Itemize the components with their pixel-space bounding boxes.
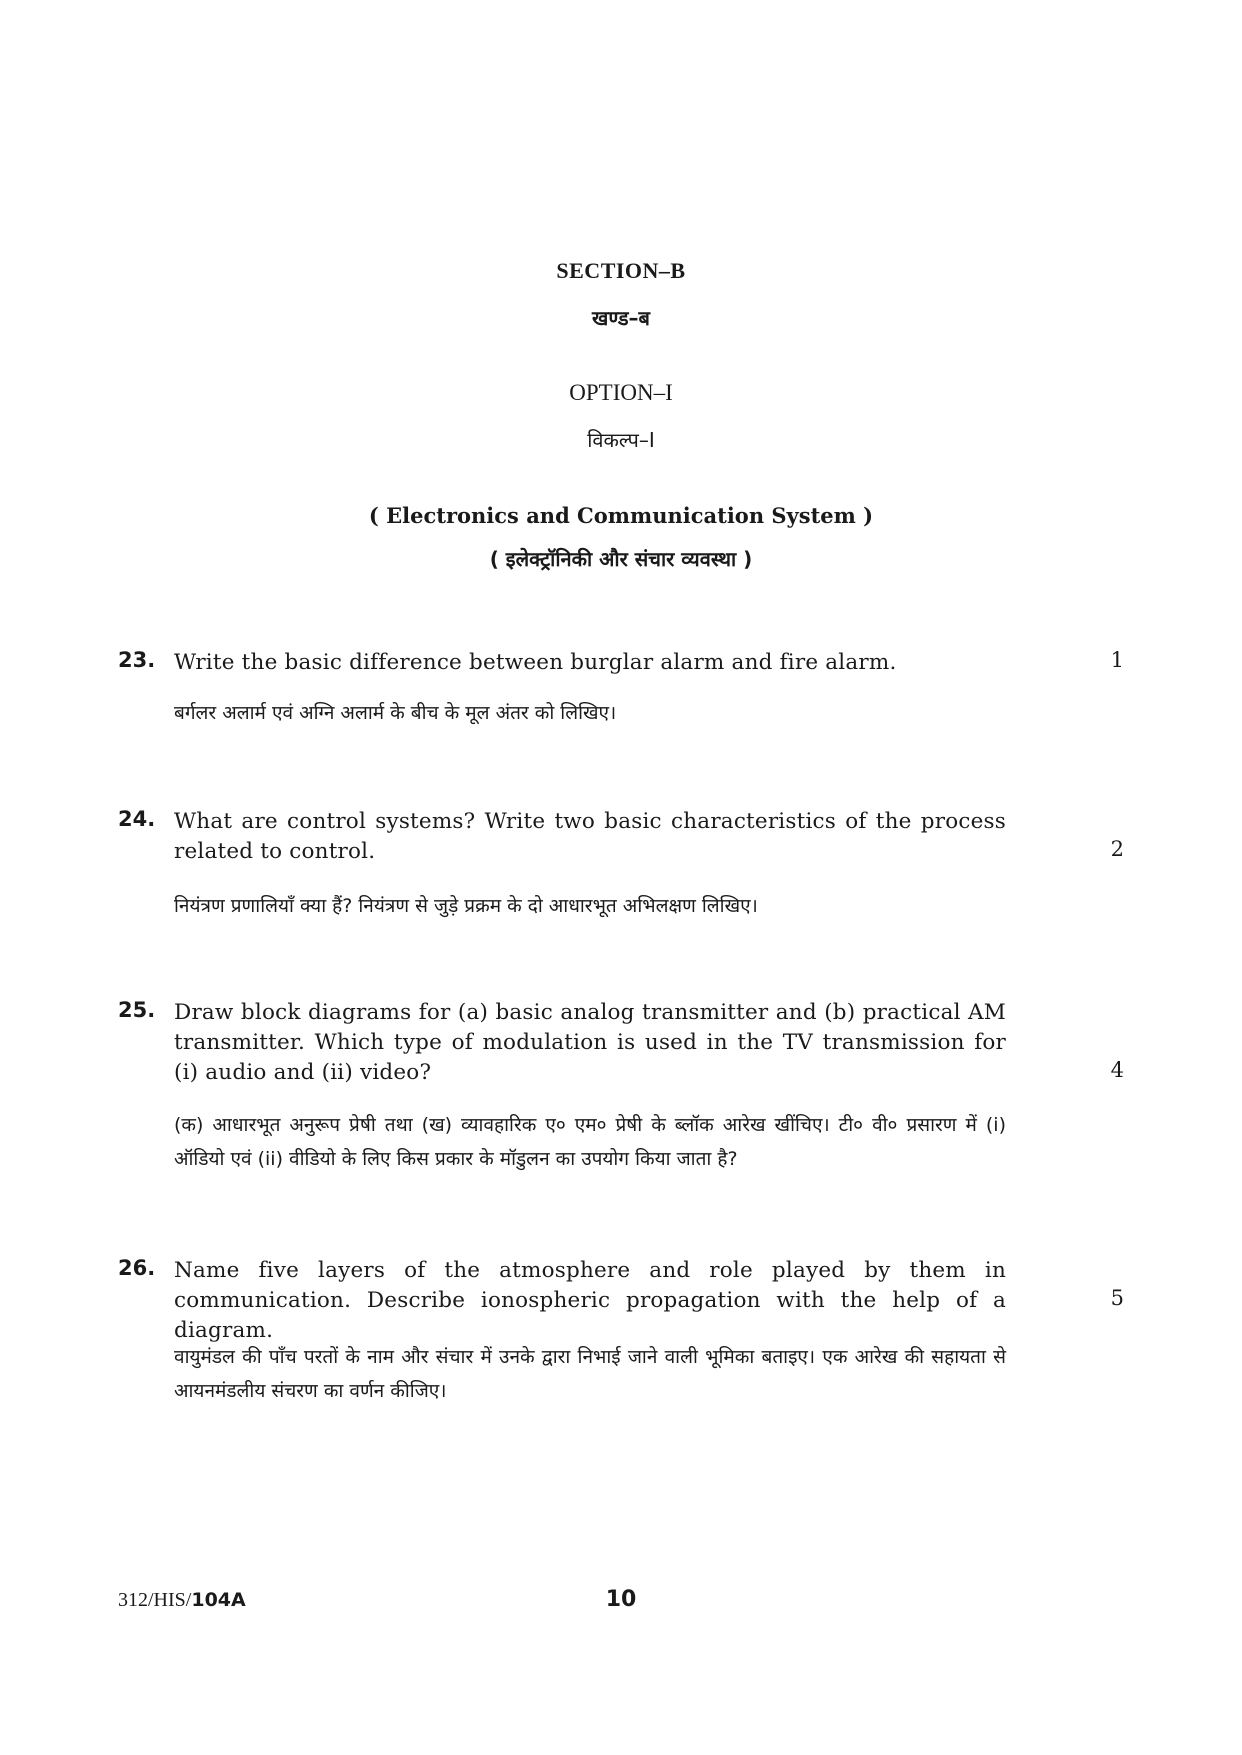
question-text-english: Name five layers of the atmosphere and role played by them in communication. Describe ionospheric propagation with the help of a diagram. — [174, 1258, 1006, 1343]
question-text-english: Draw block diagrams for (a) basic analog transmitter and (b) practical AM transmitter. Which type of modulation is used in the TV transmission for (i) audio and (ii) video? — [174, 1000, 1006, 1085]
question-text-hindi: बर्गलर अलार्म एवं अग्नि अलार्म के बीच के मूल अंतर को लिखिए। — [174, 702, 617, 724]
paper-code-prefix: 312/HIS/ — [118, 1589, 192, 1611]
option-title: OPTION–I — [569, 380, 673, 405]
question-number: 24. — [118, 807, 156, 831]
subject-title-hindi: ( इलेक्ट्रॉनिकी और संचार व्यवस्था ) — [489, 547, 753, 571]
question-marks: 2 — [1110, 837, 1124, 861]
question-number: 23. — [118, 648, 156, 672]
question-marks: 4 — [1110, 1058, 1124, 1082]
option-title-hindi: विकल्प–I — [587, 428, 655, 452]
question-text-hindi: वायुमंडल की पाँच परतों के नाम और संचार में उनके द्वारा निभाई जाने वाली भूमिका बताइए। एक आरेख की सहायता से आयनमंडलीय संचरण का वर्णन कीजिए। — [174, 1346, 1006, 1402]
question-text-hindi: (क) आधारभूत अनुरूप प्रेषी तथा (ख) व्यावहारिक ए० एम० प्रेषी के ब्लॉक आरेख खींचिए। टी० वी० प्रसारण में (i) ऑडियो एवं (ii) वीडियो के लिए किस प्रकार के मॉडुलन का उपयोग किया जाता है? — [174, 1114, 1006, 1170]
subject-title: ( Electronics and Communication System ) — [368, 503, 874, 528]
question-text-english: Write the basic difference between burglar alarm and fire alarm. — [174, 650, 897, 675]
paper-code-suffix: 104A — [191, 1589, 246, 1611]
question-number: 26. — [118, 1256, 156, 1280]
question-marks: 1 — [1110, 648, 1124, 672]
question-text-hindi: नियंत्रण प्रणालियाँ क्या हैं? नियंत्रण से जुड़े प्रक्रम के दो आधारभूत अभिलक्षण लिखिए। — [174, 895, 758, 917]
section-title-hindi: खण्ड–ब — [592, 306, 650, 330]
question-text-english: What are control systems? Write two basic characteristics of the process related to control. — [174, 809, 1006, 864]
question-marks: 5 — [1110, 1286, 1124, 1310]
page-number: 10 — [605, 1587, 637, 1612]
question-number: 25. — [118, 998, 156, 1022]
paper-code — [118, 1589, 246, 1612]
section-title: SECTION–B — [556, 258, 686, 283]
